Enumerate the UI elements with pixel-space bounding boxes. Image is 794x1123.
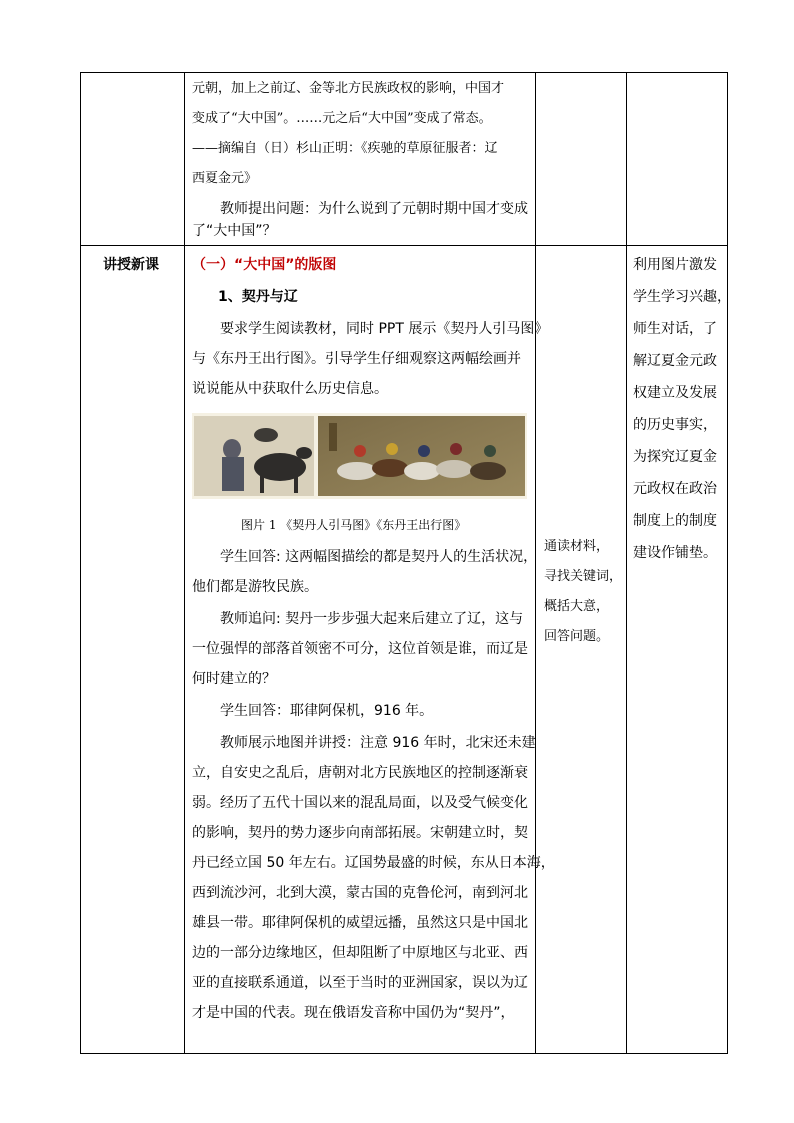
col-divider-1 <box>184 73 185 1053</box>
body-line-7: 教师展示地图并讲授：注意 916 年时，北宋还未建 <box>220 735 536 751</box>
paintings-figure <box>192 413 527 499</box>
design-intent-4: 解辽夏金元政 <box>633 353 717 369</box>
body-line-3: 教师追问: 契丹一步步强大起来后建立了辽，这与 <box>220 611 524 627</box>
body-line-9: 弱。经历了五代十国以来的混乱局面，以及受气候变化 <box>192 795 528 811</box>
design-intent-6: 的历史事实， <box>633 417 717 433</box>
student-activity-1: 通读材料， <box>544 539 610 554</box>
body-line-15: 亚的直接联系通道，以至于当时的亚洲国家，误以为辽 <box>192 975 528 991</box>
section-heading: （一）“大中国”的版图 <box>192 257 337 273</box>
horse-white <box>337 462 377 480</box>
design-intent-10: 建设作铺垫。 <box>633 545 717 561</box>
quote-line-2: 变成了“大中国”。……元之后“大中国”变成了常态。 <box>192 111 492 126</box>
body-line-1: 学生回答: 这两幅图描绘的都是契丹人的生活状况， <box>220 549 538 565</box>
design-intent-1: 利用图片激发 <box>633 257 717 273</box>
body-line-13: 雄县一带。耶律阿保机的威望远播，虽然这只是中国北 <box>192 915 528 931</box>
body-line-14: 边的一部分边缘地区，但却阻断了中原地区与北亚、西 <box>192 945 528 961</box>
quote-source-line-2: 西夏金元》 <box>192 171 258 186</box>
row-divider <box>81 245 727 246</box>
body-line-5: 何时建立的？ <box>192 671 276 687</box>
para1-line-3: 说说能从中获取什么历史信息。 <box>192 381 388 397</box>
quote-line-1: 元朝，加上之前辽、金等北方民族政权的影响，中国才 <box>192 81 505 96</box>
para1-line-2: 与《东丹王出行图》。引导学生仔细观察这两幅绘画并 <box>192 351 521 367</box>
body-line-2: 他们都是游牧民族。 <box>192 579 318 595</box>
design-intent-7: 为探究辽夏金 <box>633 449 717 465</box>
sub-heading: 1、契丹与辽 <box>218 289 298 305</box>
body-line-10: 的影响，契丹的势力逐步向南部拓展。宋朝建立时，契 <box>192 825 528 841</box>
teacher-question-line-2: 了“大中国”？ <box>192 223 277 239</box>
design-intent-3: 师生对话，了 <box>633 321 717 337</box>
student-activity-4: 回答问题。 <box>544 629 610 644</box>
student-activity-2: 寻找关键词， <box>544 569 623 584</box>
body-line-11: 丹已经立国 50 年左右。辽国势最盛的时候，东从日本海， <box>192 855 555 871</box>
figure-caption: 图片 1 《契丹人引马图》《东丹王出行图》 <box>241 518 467 532</box>
teacher-question-line-1: 教师提出问题：为什么说到了元朝时期中国才变成 <box>220 201 528 217</box>
body-line-12: 西到流沙河，北到大漠，蒙古国的克鲁伦河，南到河北 <box>192 885 528 901</box>
khitan-paintings-image <box>192 413 527 499</box>
quote-source-line-1: ——摘编自（日）杉山正明：《疾驰的草原征服者：辽 <box>192 141 498 156</box>
body-line-16: 才是中国的代表。现在俄语发音称中国仍为“契丹”， <box>192 1005 515 1021</box>
student-activity-3: 概括大意， <box>544 599 610 614</box>
stage-label: 讲授新课 <box>103 257 159 273</box>
para1-line-1: 要求学生阅读教材，同时 PPT 展示《契丹人引马图》 <box>220 321 549 337</box>
design-intent-2: 学生学习兴趣， <box>633 289 731 305</box>
design-intent-8: 元政权在政治 <box>633 481 717 497</box>
col-divider-3 <box>626 73 627 1053</box>
design-intent-5: 权建立及发展 <box>633 385 717 401</box>
design-intent-9: 制度上的制度 <box>633 513 717 529</box>
body-line-6: 学生回答：耶律阿保机，916 年。 <box>220 703 434 719</box>
lesson-plan-table <box>80 72 731 1054</box>
body-line-4: 一位强悍的部落首领密不可分，这位首领是谁，而辽是 <box>192 641 528 657</box>
body-line-8: 立，自安史之乱后，唐朝对北方民族地区的控制逐渐衰 <box>192 765 528 781</box>
figure-man-left <box>223 439 241 459</box>
